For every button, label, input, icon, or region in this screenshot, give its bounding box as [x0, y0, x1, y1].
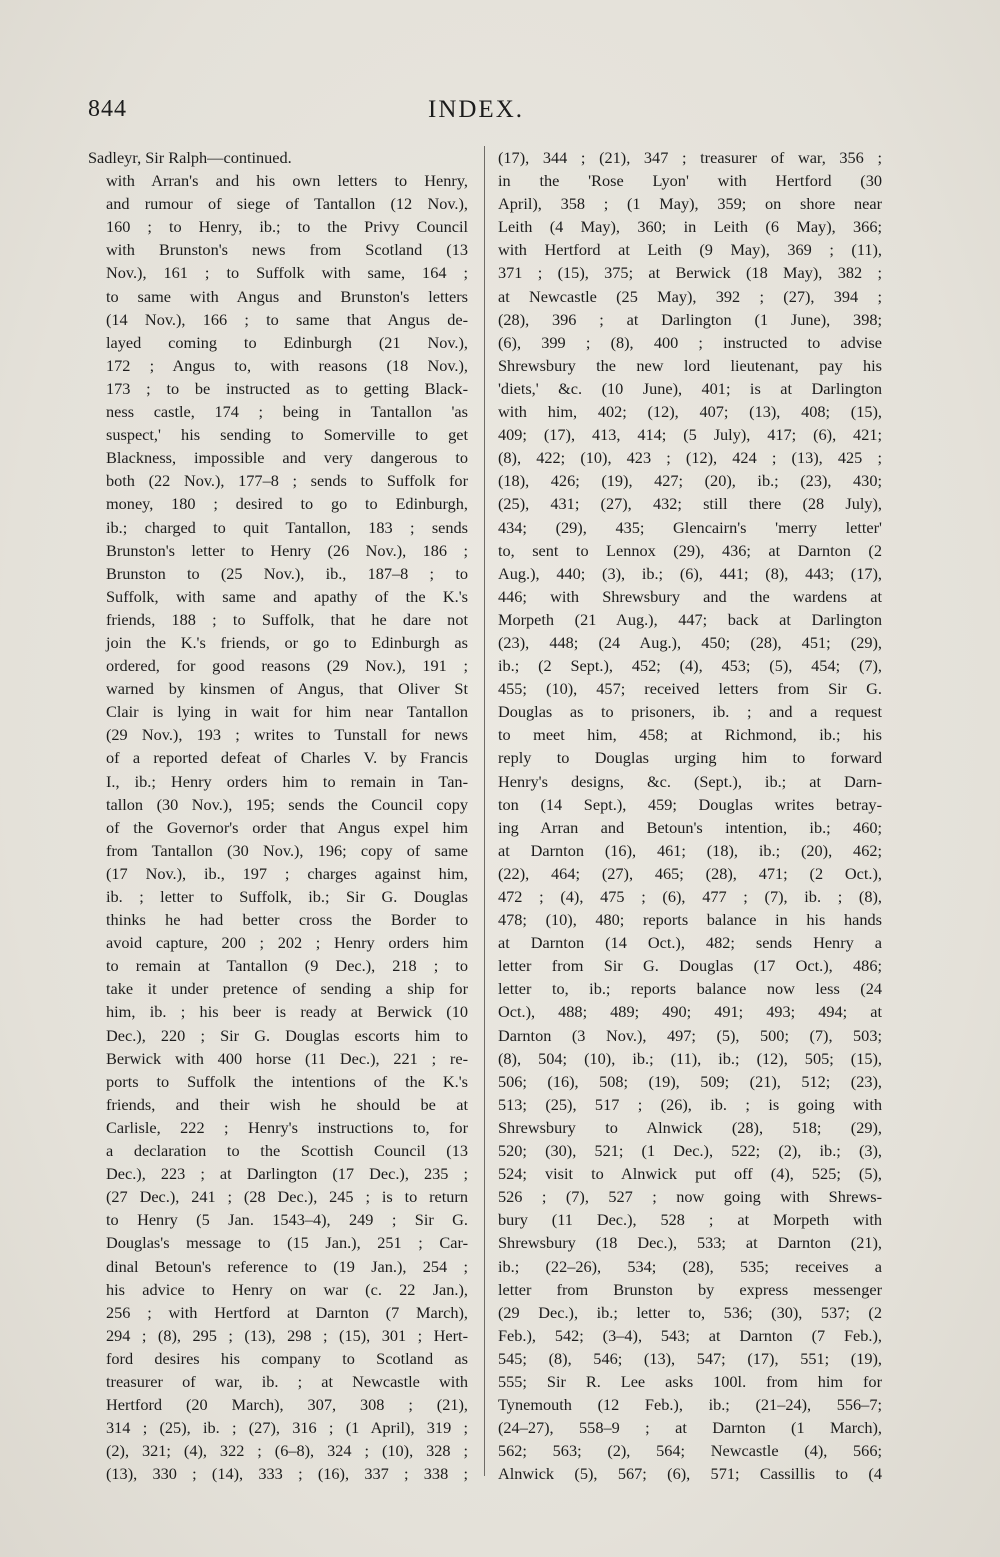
- index-column-right: [498, 146, 882, 1485]
- index-text-line: (25), 431; (27), 432; still there (28 July),: [498, 494, 882, 514]
- index-text-line: Morpeth (21 Aug.), 447; back at Darlington: [498, 609, 882, 629]
- index-text-line: Brunston's letter to Henry (26 Nov.), 186 ;: [106, 540, 468, 560]
- index-text-line: Tynemouth (12 Feb.), ib.; (21–24), 556–7;: [498, 1395, 882, 1415]
- index-text-line: with Arran's and his own letters to Henry,: [106, 171, 468, 191]
- index-text-line: 434; (29), 435; Glencairn's 'merry letter': [498, 517, 882, 537]
- index-text-line: Henry's designs, &c. (Sept.), ib.; at Darn-: [498, 771, 882, 791]
- index-text-line: 172 ; Angus to, with reasons (18 Nov.),: [106, 355, 468, 375]
- index-text-line: Suffolk, with same and apathy of the K.'s: [106, 586, 468, 606]
- index-text-line: 'diets,' &c. (10 June), 401; is at Darlington: [498, 378, 882, 398]
- index-text-line: 455; (10), 457; received letters from Sir G.: [498, 679, 882, 699]
- index-text-line: Blackness, impossible and very dangerous to: [106, 448, 468, 468]
- index-text-line: 555; Sir R. Lee asks 100l. from him for: [498, 1371, 882, 1391]
- index-text-line: 371 ; (15), 375; at Berwick (18 May), 382 ;: [498, 263, 882, 283]
- index-text-line: Shrewsbury to Alnwick (28), 518; (29),: [498, 1117, 882, 1137]
- index-text-line: friends, and their wish he should be at: [106, 1094, 468, 1114]
- index-text-line: his advice to Henry on war (c. 22 Jan.),: [106, 1279, 468, 1299]
- index-text-line: layed coming to Edinburgh (21 Nov.),: [106, 332, 468, 352]
- index-text-line: (29 Nov.), 193 ; writes to Tunstall for news: [106, 725, 468, 745]
- index-text-line: ib.; charged to quit Tantallon, 183 ; sends: [106, 517, 468, 537]
- index-text-line: a declaration to the Scottish Council (13: [106, 1141, 468, 1161]
- index-text-line: at Newcastle (25 May), 392 ; (27), 394 ;: [498, 286, 882, 306]
- index-text-line: (22), 464; (27), 465; (28), 471; (2 Oct.),: [498, 863, 882, 883]
- index-text-line: in the 'Rose Lyon' with Hertford (30: [498, 171, 882, 191]
- index-text-line: ib.; (22–26), 534; (28), 535; receives a: [498, 1256, 882, 1276]
- index-text-line: to same with Angus and Brunston's letters: [106, 286, 468, 306]
- index-text-line: ton (14 Sept.), 459; Douglas writes betray-: [498, 794, 882, 814]
- index-text-line: dinal Betoun's reference to (19 Jan.), 254 ;: [106, 1256, 468, 1276]
- index-text-line: (8), 422; (10), 423 ; (12), 424 ; (13), 425 ;: [498, 448, 882, 468]
- index-text-line: Nov.), 161 ; to Suffolk with same, 164 ;: [106, 263, 468, 283]
- index-text-line: (17), 344 ; (21), 347 ; treasurer of war, 356 ;: [498, 148, 882, 167]
- page-header: [88, 96, 878, 136]
- index-text-line: money, 180 ; desired to go to Edinburgh,: [106, 494, 468, 514]
- index-text-line: 513; (25), 517 ; (26), ib. ; is going with: [498, 1094, 882, 1114]
- index-text-line: Hertford (20 March), 307, 308 ; (21),: [106, 1395, 468, 1415]
- index-text-line: Darnton (3 Nov.), 497; (5), 500; (7), 503;: [498, 1025, 882, 1045]
- index-text-line: letter from Brunston by express messenger: [498, 1279, 882, 1299]
- index-text-line: tallon (30 Nov.), 195; sends the Council copy: [106, 794, 468, 814]
- index-text-line: from Tantallon (30 Nov.), 196; copy of same: [106, 840, 468, 860]
- index-text-line: Douglas's message to (15 Jan.), 251 ; Car-: [106, 1233, 468, 1253]
- index-text-line: (6), 399 ; (8), 400 ; instructed to advise: [498, 332, 882, 352]
- index-text-line: suspect,' his sending to Somerville to get: [106, 425, 468, 445]
- index-text-line: join the K.'s friends, or go to Edinburgh as: [106, 632, 468, 652]
- index-text-line: 409; (17), 413, 414; (5 July), 417; (6), 421;: [498, 425, 882, 445]
- index-text-line: ib.; (2 Sept.), 452; (4), 453; (5), 454; (7),: [498, 656, 882, 676]
- index-text-line: with Hertford at Leith (9 May), 369 ; (11),: [498, 240, 882, 260]
- index-text-line: (2), 321; (4), 322 ; (6–8), 324 ; (10), 328 ;: [106, 1441, 468, 1461]
- index-text-line: 173 ; to be instructed as to getting Black-: [106, 378, 468, 398]
- index-column-left: [88, 146, 468, 1485]
- index-text-line: 562; 563; (2), 564; Newcastle (4), 566;: [498, 1441, 882, 1461]
- index-text-line: Shrewsbury (18 Dec.), 533; at Darnton (21),: [498, 1233, 882, 1253]
- index-text-line: Oct.), 488; 489; 490; 491; 493; 494; at: [498, 1002, 882, 1022]
- index-text-line: 314 ; (25), ib. ; (27), 316 ; (1 April), 319 ;: [106, 1418, 468, 1438]
- index-text-line: Feb.), 542; (3–4), 543; at Darnton (7 Feb.),: [498, 1325, 882, 1345]
- index-text-line: Leith (4 May), 360; in Leith (6 May), 366;: [498, 217, 882, 237]
- index-text-line: reply to Douglas urging him to forward: [498, 748, 882, 768]
- index-text-line: (23), 448; (24 Aug.), 450; (28), 451; (29),: [498, 632, 882, 652]
- index-text-line: (17 Nov.), ib., 197 ; charges against him,: [106, 863, 468, 883]
- index-text-line: to, sent to Lennox (29), 436; at Darnton (2: [498, 540, 882, 560]
- index-text-line: (28), 396 ; at Darlington (1 June), 398;: [498, 309, 882, 329]
- index-text-line: Brunston to (25 Nov.), ib., 187–8 ; to: [106, 563, 468, 583]
- index-text-line: Douglas as to prisoners, ib. ; and a request: [498, 702, 882, 722]
- index-text-line: Clair is lying in wait for him near Tantallon: [106, 702, 468, 722]
- index-text-line: (14 Nov.), 166 ; to same that Angus de-: [106, 309, 468, 329]
- index-text-line: him, ib. ; his beer is ready at Berwick (10: [106, 1002, 468, 1022]
- index-text-line: (8), 504; (10), ib.; (11), ib.; (12), 505; (15),: [498, 1048, 882, 1068]
- index-text-line: (24–27), 558–9 ; at Darnton (1 March),: [498, 1418, 882, 1438]
- index-text-line: 520; (30), 521; (1 Dec.), 522; (2), ib.; (3),: [498, 1141, 882, 1161]
- index-text-line: and rumour of siege of Tantallon (12 Nov.),: [106, 194, 468, 214]
- index-text-line: April), 358 ; (1 May), 359; on shore near: [498, 194, 882, 214]
- index-text-line: Dec.), 220 ; Sir G. Douglas escorts him to: [106, 1025, 468, 1045]
- running-head: INDEX.: [428, 96, 525, 123]
- index-text-line: ness castle, 174 ; being in Tantallon 'as: [106, 402, 468, 422]
- index-text-line: friends, 188 ; to Suffolk, that he dare not: [106, 609, 468, 629]
- index-text-line: both (22 Nov.), 177–8 ; sends to Suffolk for: [106, 471, 468, 491]
- index-text-line: to meet him, 458; at Richmond, ib.; his: [498, 725, 882, 745]
- index-text-line: Shrewsbury the new lord lieutenant, pay his: [498, 355, 882, 375]
- index-text-line: (13), 330 ; (14), 333 ; (16), 337 ; 338 ;: [106, 1464, 468, 1484]
- index-text-line: I., ib.; Henry orders him to remain in Tan-: [106, 771, 468, 791]
- index-text-line: at Darnton (14 Oct.), 482; sends Henry a: [498, 933, 882, 953]
- index-text-line: Alnwick (5), 567; (6), 571; Cassillis to (4: [498, 1464, 882, 1484]
- index-text-line: letter from Sir G. Douglas (17 Oct.), 486;: [498, 956, 882, 976]
- index-text-line: 256 ; with Hertford at Darnton (7 March),: [106, 1302, 468, 1322]
- index-text-line: Carlisle, 222 ; Henry's instructions to, for: [106, 1117, 468, 1137]
- index-text-line: ing Arran and Betoun's intention, ib.; 460;: [498, 817, 882, 837]
- index-text-line: (27 Dec.), 241 ; (28 Dec.), 245 ; is to return: [106, 1187, 468, 1207]
- index-text-line: ports to Suffolk the intentions of the K.'s: [106, 1071, 468, 1091]
- index-text-line: 472 ; (4), 475 ; (6), 477 ; (7), ib. ; (8),: [498, 887, 882, 906]
- index-text-line: 478; (10), 480; reports balance in his hands: [498, 910, 882, 930]
- index-text-line: letter to, ib.; reports balance now less (24: [498, 979, 882, 999]
- page-number: 844: [88, 96, 127, 122]
- index-text-line: of the Governor's order that Angus expel him: [106, 817, 468, 837]
- index-text-line: (29 Dec.), ib.; letter to, 536; (30), 537; (2: [498, 1302, 882, 1322]
- index-text-line: treasurer of war, ib. ; at Newcastle with: [106, 1371, 468, 1391]
- index-text-line: ford desires his company to Scotland as: [106, 1348, 468, 1368]
- right-column-lines: [498, 146, 882, 1485]
- index-entry-heading: Sadleyr, Sir Ralph—continued.: [88, 148, 292, 167]
- index-text-line: Dec.), 223 ; at Darlington (17 Dec.), 235 ;: [106, 1164, 468, 1184]
- index-text-line: with him, 402; (12), 407; (13), 408; (15),: [498, 402, 882, 422]
- index-text-line: Berwick with 400 horse (11 Dec.), 221 ; re-: [106, 1048, 468, 1068]
- index-text-line: thinks he had better cross the Border to: [106, 910, 468, 930]
- index-text-line: 506; (16), 508; (19), 509; (21), 512; (23),: [498, 1071, 882, 1091]
- index-text-line: to Henry (5 Jan. 1543–4), 249 ; Sir G.: [106, 1210, 468, 1230]
- left-column-lines: [88, 169, 468, 1485]
- index-text-line: at Darnton (16), 461; (18), ib.; (20), 462;: [498, 840, 882, 860]
- index-text-line: 545; (8), 546; (13), 547; (17), 551; (19),: [498, 1348, 882, 1368]
- index-text-line: take it under pretence of sending a ship for: [106, 979, 468, 999]
- index-text-line: 524; visit to Alnwick put off (4), 525; (5),: [498, 1164, 882, 1184]
- index-text-line: bury (11 Dec.), 528 ; at Morpeth with: [498, 1210, 882, 1230]
- index-text-line: 526 ; (7), 527 ; now going with Shrews-: [498, 1187, 882, 1207]
- index-text-line: warned by kinsmen of Angus, that Oliver St: [106, 679, 468, 699]
- column-divider: [484, 146, 485, 1476]
- index-text-line: 160 ; to Henry, ib.; to the Privy Council: [106, 217, 468, 237]
- index-text-line: (18), 426; (19), 427; (20), ib.; (23), 430;: [498, 471, 882, 491]
- index-text-line: 294 ; (8), 295 ; (13), 298 ; (15), 301 ; Hert-: [106, 1325, 468, 1345]
- index-text-line: ordered, for good reasons (29 Nov.), 191 ;: [106, 656, 468, 676]
- index-text-line: Aug.), 440; (3), ib.; (6), 441; (8), 443; (17),: [498, 563, 882, 583]
- index-text-line: 446; with Shrewsbury and the wardens at: [498, 586, 882, 606]
- index-text-line: with Brunston's news from Scotland (13: [106, 240, 468, 260]
- index-text-line: avoid capture, 200 ; 202 ; Henry orders him: [106, 933, 468, 953]
- index-text-line: ib. ; letter to Suffolk, ib.; Sir G. Douglas: [106, 887, 468, 906]
- index-text-line: to remain at Tantallon (9 Dec.), 218 ; to: [106, 956, 468, 976]
- index-text-line: of a reported defeat of Charles V. by Francis: [106, 748, 468, 768]
